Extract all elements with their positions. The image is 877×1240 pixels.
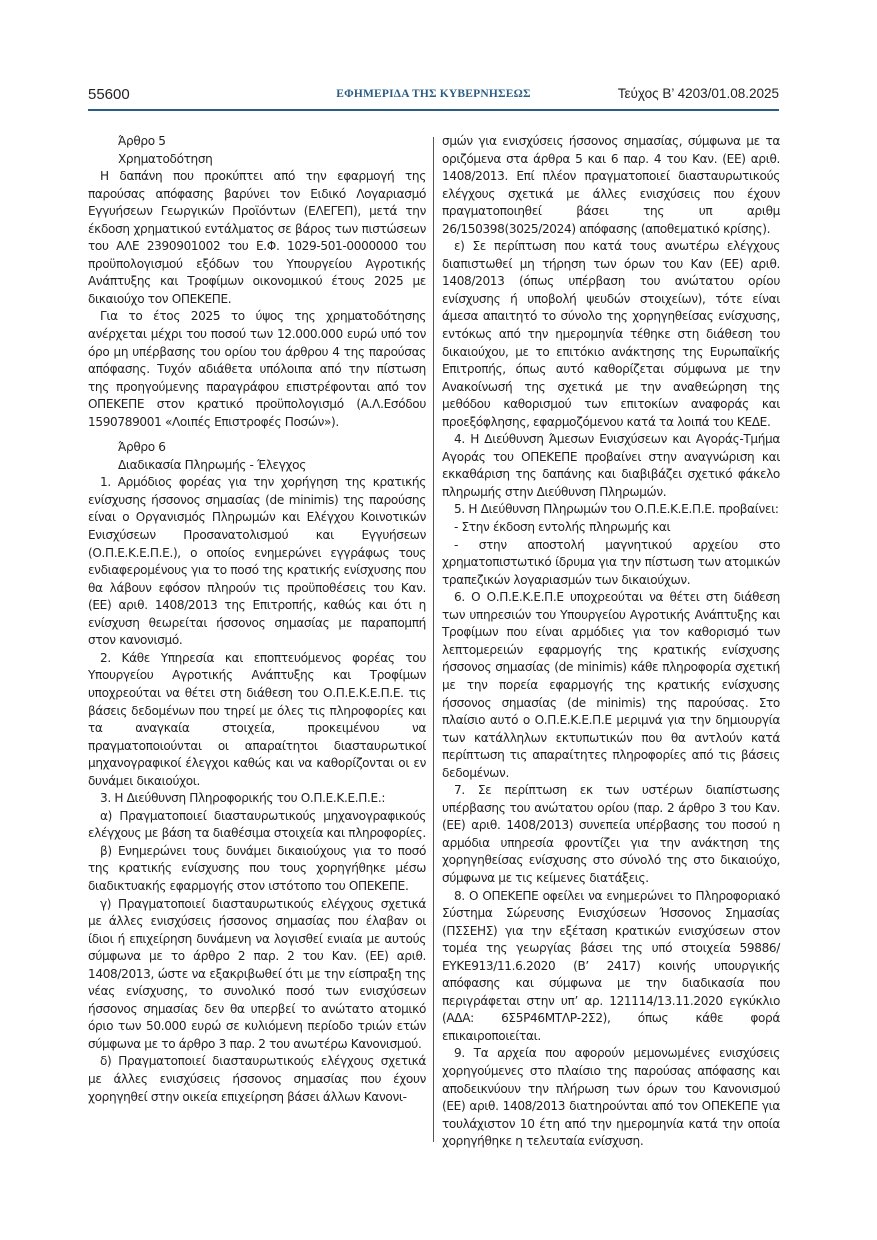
paragraph: Για το έτος 2025 το ύψος της χρηματοδότησης ανέρχεται μέχρι του ποσού των 12.000.000 ευρώ υπό τον όρο μη υπέρβασης του ορίου του άρθρου 4 της παρούσας απόφασης. Τυχόν αδιάθετα υπόλοιπα από την πίστωση της προηγούμενης παραγράφου επιστρέφονται από τον ΟΠΕΚΕΠΕ στον κρατικό προϋπολογισμό (Α.Λ.Εσόδου 1590789001 «Λοιπές Επιστροφές Ποσών»). (88, 309, 426, 429)
paragraph: - στην αποστολή μαγνητικού αρχείου στο χρηματοπιστωτικό ίδρυμα για την πίστωση των ατομικών τραπεζικών λογαριασμών των δικαιούχων. (442, 537, 780, 587)
journal-title: ΕΦΗΜΕΡΙΔΑ ΤΗΣ ΚΥΒΕΡΝΗΣΕΩΣ (336, 88, 531, 100)
paragraph: 1. Αρμόδιος φορέας για την χορήγηση της κρατικής ενίσχυσης ήσσονος σημασίας (de minimis) της παρούσης είναι ο Οργανισμός Πληρωμών και Ελέγχου Κοινοτικών Ενισχύσεων Προσανατολισμού και Εγγυήσεων (Ο.Π.Ε.Κ.Ε.Π.Ε.), ο οποίος ενημερώνει εγγράφως τους ενδιαφερομένους για το ποσό της κρατικής ενίσχυσης που θα λάβουν εφόσον πληρούν τις προϋποθέσεις του Καν. (ΕΕ) αριθ. 1408/2013 της Επιτροπής, καθώς και ότι η ενίσχυση θεωρείται ήσσονος σημασίας με παραπομπή στον κανονισμό. (88, 475, 426, 648)
paragraph: Η δαπάνη που προκύπτει από την εφαρμογή της παρούσας απόφασης βαρύνει τον Ειδικό Λογαριασμό Εγγυήσεων Γεωργικών Προϊόντων (ΕΛΕΓΕΠ), μετά την έκδοση χρηματικού εντάλματος σε βάρος των πιστώσεων του ΑΛΕ 2390901002 του Ε.Φ. 1029-501-0000000 του προϋπολογισμού εξόδων του Υπουργείου Αγροτικής Ανάπτυξης και Τροφίμων οικονομικού έτους 2025 με δικαιούχο τον ΟΠΕΚΕΠΕ. (88, 169, 426, 306)
paragraph: 5. Η Διεύθυνση Πληρωμών του Ο.Π.Ε.Κ.Ε.Π.Ε. προβαίνει: (454, 502, 779, 517)
paragraph: α) Πραγματοποιεί διασταυρωτικούς μηχανογραφικούς ελέγχους με βάση τα διαθέσιμα στοιχεία και πληροφορίες. (88, 808, 426, 841)
issue-number: Τεύχος Β’ 4203/01.08.2025 (617, 86, 779, 101)
paragraph: 9. Τα αρχεία που αφορούν μεμονωμένες ενισχύσεις χορηγούμενες στο πλαίσιο της παρούσας απόφασης και αποδεικνύουν την πλήρωση των όρων του Κανονισμού (ΕΕ) αριθ. 1408/2013 διατηρούνται από τον ΟΠΕΚΕΠΕ για τουλάχιστον 10 έτη από την ημερομηνία κατά την οποία χορηγήθηκε η τελευταία ενίσχυση. (442, 1046, 780, 1149)
left-column (88, 133, 426, 1106)
paragraph: 8. Ο ΟΠΕΚΕΠΕ οφείλει να ενημερώνει το Πληροφοριακό Σύστημα Σώρευσης Ενισχύσεων Ήσσονος Σημασίας (ΠΣΣΕΗΣ) για την εξέταση κρατικών ενισχύσεων στον τομέα της γεωργίας βάσει της υπό στοιχεία 59886/ΕΥΚΕ913/11.6.2020 (Β’ 2417) κοινής υπουργικής απόφασης και σύμφωνα με την διαδικασία που περιγράφεται στην υπ’ αρ. 121114/13.11.2020 εγκύκλιο (ΑΔΑ: 6Σ5Ρ46ΜΤΛΡ-2Σ2), όπως κάθε φορά επικαιροποιείται. (442, 888, 780, 1043)
paragraph: γ) Πραγματοποιεί διασταυρωτικούς ελέγχους σχετικά με άλλες ενισχύσεις ήσσονος σημασίας που έλαβαν οι ίδιοι ή επιχείρηση δυνάμενη να λογισθεί ενιαία με αυτούς σύμφωνα με το άρθρο 2 παρ. 2 του Καν. (ΕΕ) αριθ. 1408/2013, ώστε να εξακριβωθεί ότι με την είσπραξη της νέας ενίσχυσης, το συνολικό ποσό των ενισχύσεων ήσσονος σημασίας δεν θα υπερβεί το ανώτατο ατομικό όριο των 50.000 ευρώ σε κυλιόμενη περίοδο τριών ετών σύμφωνα με το άρθρο 3 παρ. 2 του ανωτέρω Κανονισμού. (88, 896, 426, 1051)
page-header (88, 86, 779, 106)
paragraph: β) Ενημερώνει τους δυνάμει δικαιούχους για το ποσό της κρατικής ενίσχυσης που τους χορηγήθηκε μέσω διαδικτυακής εφαρμογής στον ιστότοπο του ΟΠΕΚΕΠΕ. (88, 843, 426, 893)
paragraph: δ) Πραγματοποιεί διασταυρωτικούς ελέγχους σχετικά με άλλες ενισχύσεις ήσσονος σημασίας που έχουν χορηγηθεί στην οικεία επιχείρηση βάσει άλλων Κανονι- (88, 1054, 426, 1104)
article-heading: Χρηματοδότηση (118, 151, 213, 166)
page-number: 55600 (88, 86, 130, 103)
right-column (442, 133, 780, 1151)
column-divider (433, 137, 434, 1142)
spacer (88, 431, 426, 439)
paragraph: ε) Σε περίπτωση που κατά τους ανωτέρω ελέγχους διαπιστωθεί μη τήρηση των όρων του Καν (ΕΕ) αριθ. 1408/2013 (όπως υπέρβαση του ανώτατου ορίου ενίσχυσης ή υποβολή ψευδών στοιχείων), τότε είναι άμεσα απαιτητό το σύνολο της χορηγηθείσας ενίσχυσης, εντόκως από την ημερομηνία τέθηκε στη διάθεση του δικαιούχου, με το επιτόκιο ανάκτησης της Ευρωπαϊκής Επιτροπής, όπως αυτό καθορίζεται σύμφωνα με την Ανακοίνωσή της σχετικά με την αναθεώρηση της μεθόδου καθορισμού των επιτοκίων αναφοράς και προεξόφλησης, εφαρμοζόμενου κατά τα λοιπά του ΚΕΔΕ. (442, 239, 780, 429)
article-heading: Διαδικασία Πληρωμής - Έλεγχος (118, 457, 306, 472)
article-heading: Άρθρο 5 (118, 134, 166, 148)
paragraph: 2. Κάθε Υπηρεσία και εποπτευόμενος φορέας του Υπουργείου Αγροτικής Ανάπτυξης και Τροφίμων υποχρεούται να θέτει στη διάθεση του Ο.Π.Ε.Κ.Ε.Π.Ε. τις βάσεις δεδομένων που τηρεί με όλες τις πληροφορίες και τα αναγκαία στοιχεία, προκειμένου να πραγματοποιούνται οι απαραίτητοι διασταυρωτικοί μηχανογραφικοί έλεγχοι καθώς και να καθορίζονται οι εν δυνάμει δικαιούχοι. (88, 650, 426, 788)
paragraph: 6. Ο Ο.Π.Ε.Κ.Ε.Π.Ε υποχρεούται να θέτει στη διάθεση των υπηρεσιών του Υπουργείου Αγροτικής Ανάπτυξης και Τροφίμων που είναι αρμόδιες για τον καθορισμό των λεπτομερειών εφαρμογής της κρατικής ενίσχυσης ήσσονος σημασίας (de minimis) κάθε πληροφορία σχετική με την πορεία εφαρμογής της κρατικής ενίσχυσης ήσσονος σημασίας (de minimis) της παρούσας. Στο πλαίσιο αυτό ο Ο.Π.Ε.Κ.Ε.Π.Ε μεριμνά για την δημιουργία των κατάλληλων εκτυπωτικών που θα αντλούν κατά περίπτωση τις απαραίτητες πληροφορίες από τις βάσεις δεδομένων. (442, 590, 780, 780)
paragraph: 7. Σε περίπτωση εκ των υστέρων διαπίστωσης υπέρβασης του ανώτατου ορίου (παρ. 2 άρθρο 3 του Καν. (ΕΕ) αριθ. 1408/2013) συνεπεία υπέρβασης του ποσού η αρμόδια υπηρεσία φροντίζει για την ανάκτηση της χορηγηθείσας ενίσχυσης στο σύνολό της στο δικαιούχο, σύμφωνα με τις κείμενες διατάξεις. (442, 783, 780, 885)
header-rule (88, 109, 779, 111)
paragraph: 3. Η Διεύθυνση Πληροφορικής του Ο.Π.Ε.Κ.Ε.Π.Ε.: (100, 791, 386, 806)
paragraph-continuation: σμών για ενισχύσεις ήσσονος σημασίας, σύμφωνα με τα οριζόμενα στα άρθρα 5 και 6 παρ. 4 του Καν. (ΕΕ) αριθ. 1408/2013. Επί πλέον πραγματοποιεί διασταυρωτικούς ελέγχους σχετικά με άλλες ενισχύσεις που έχουν πραγματοποιηθεί βάσει της υπ αριθμ 26/150398(3025/2024) απόφασης (αποθεματικό κρίσης). (442, 134, 780, 236)
article-heading: Άρθρο 6 (118, 440, 166, 455)
paragraph: 4. Η Διεύθυνση Άμεσων Ενισχύσεων και Αγοράς-Τμήμα Αγοράς του ΟΠΕΚΕΠΕ προβαίνει στην αναγνώριση και εκκαθάριση της δαπάνης και διαβιβάζει σχετικό φάκελο πληρωμής στην Διεύθυνση Πληρωμών. (442, 432, 780, 499)
paragraph: - Στην έκδοση εντολής πληρωμής και (454, 520, 671, 535)
